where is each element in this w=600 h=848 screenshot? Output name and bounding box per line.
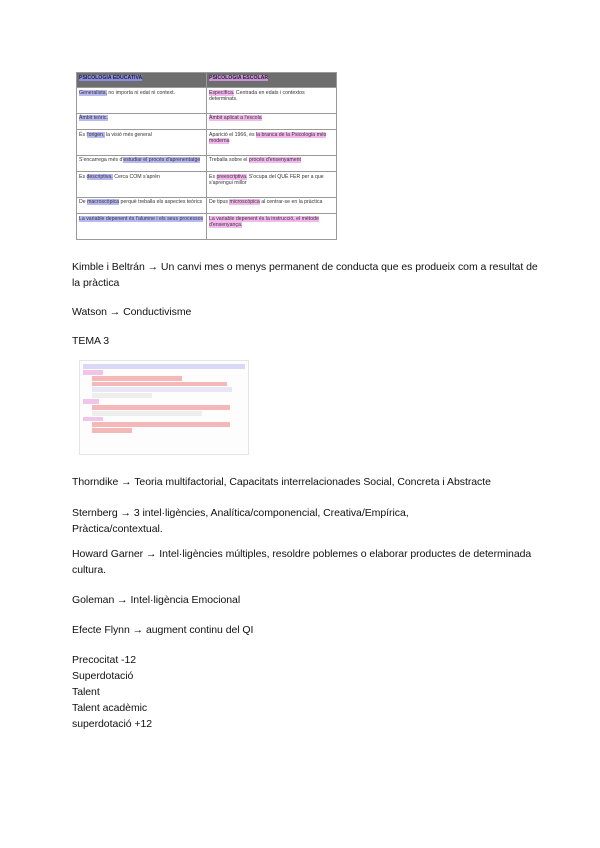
table-header-cell <box>207 73 337 88</box>
kimble-note: Kimble i Beltrán → Un canvi mes o menys permanent de conducta que es produeix com a resultat de la pràctica <box>72 261 538 289</box>
cell-text: És <box>79 131 87 138</box>
table-row <box>77 88 337 114</box>
table-cell <box>77 88 207 114</box>
table-cell <box>207 197 337 213</box>
table-cell <box>77 130 207 156</box>
table-cell <box>77 197 207 213</box>
cell-text: al centrar-se en la pràctica <box>259 199 323 206</box>
cell-highlight: preescriptiva. <box>216 173 248 180</box>
cell-highlight: microscòpica <box>229 199 260 206</box>
cell-text: Es <box>79 173 87 180</box>
table-cell <box>207 88 337 114</box>
list-item: Precocitat -12 <box>72 654 137 666</box>
giftedness-list <box>72 652 152 732</box>
cell-highlight: la branca de la Psicologia més moderna <box>209 131 327 144</box>
cell-text: Aparició el 1966, és <box>209 131 257 138</box>
table-cell <box>207 214 337 240</box>
watson-note: Watson → Conductivisme <box>72 306 192 318</box>
table-row <box>77 214 337 240</box>
table-row <box>77 130 337 156</box>
cell-highlight: procés d'ensenyament <box>248 157 301 164</box>
table-row <box>77 197 337 213</box>
table-header-row <box>77 73 337 88</box>
goleman-note: Goleman → Intel·ligència Emocional <box>72 594 241 606</box>
table-cell <box>207 172 337 198</box>
table-cell <box>207 130 337 156</box>
table-cell <box>77 172 207 198</box>
list-item: superdotació +12 <box>72 718 153 730</box>
cell-text: perquè treballa els aspectes teòrics <box>119 199 203 206</box>
cell-text: Treballa sobre el <box>209 157 249 164</box>
cell-highlight: Generalista, <box>79 89 107 96</box>
comparison-table <box>76 72 337 240</box>
cell-text: De <box>79 199 88 206</box>
cell-text: la visió més general <box>104 131 152 138</box>
cell-highlight: La variable depenent és la instrucció, el mètode d'ensenyança. <box>209 215 319 228</box>
table-body <box>77 88 337 240</box>
cell-text: Centrada en edats i contextos determinats. <box>209 89 305 102</box>
list-item: Talent acadèmic <box>72 702 148 714</box>
tema3-notes-image <box>79 360 249 455</box>
table-row <box>77 155 337 171</box>
table-cell <box>77 113 207 129</box>
cell-text: Es <box>209 173 217 180</box>
cell-text: Cerca COM s'aprèn <box>112 173 160 180</box>
cell-text: S'encarrega més d' <box>79 157 124 164</box>
header-educativa: PSICOLOGIA EDUCATIVA <box>79 74 143 81</box>
section-heading: TEMA 3 <box>72 335 110 347</box>
list-item: Superdotació <box>72 670 134 682</box>
cell-highlight: estudiar el procés d'aprenentatge <box>123 157 201 164</box>
sternberg-note: Sternberg → 3 intel·ligències, Analítica/componencial, Creativa/Empírica, Pràctica/contextual. <box>72 507 409 535</box>
cell-text: no importa ni edat ni context. <box>106 89 176 96</box>
table-cell <box>207 155 337 171</box>
list-item: Talent <box>72 686 100 698</box>
cell-highlight: macroscòpica <box>87 199 120 206</box>
cell-highlight: La variable depenent és l'alumne i els seus processos <box>79 215 204 222</box>
cell-highlight: l'origen, <box>86 131 105 138</box>
thorndike-note: Thorndike → Teoria multifactorial, Capacitats interrelacionades Social, Concreta i Abstracte <box>72 476 491 488</box>
table-cell <box>77 155 207 171</box>
table-cell <box>207 113 337 129</box>
cell-highlight: descriptiva. <box>86 173 113 180</box>
cell-highlight: Específica. <box>209 89 235 96</box>
gardner-note: Howard Garner → Intel·ligències múltiples, resoldre poblemes o elaborar productes de determinada cultura. <box>72 548 532 576</box>
flynn-note: Efecte Flynn → augment continu del QI <box>72 624 254 636</box>
cell-text: De tipus <box>209 199 230 206</box>
table-row <box>77 172 337 198</box>
cell-text: S'ocupa del QUÈ FER per a que s'aprengui millor <box>209 173 324 186</box>
table-cell <box>77 214 207 240</box>
table-header-cell <box>77 73 207 88</box>
cell-highlight: Àmbit aplicat a l'escola <box>209 115 262 122</box>
table-row <box>77 113 337 129</box>
header-escolar: PSICOLOGIA ESCOLAR <box>209 74 269 81</box>
cell-highlight: Àmbit teòric. <box>79 115 108 122</box>
